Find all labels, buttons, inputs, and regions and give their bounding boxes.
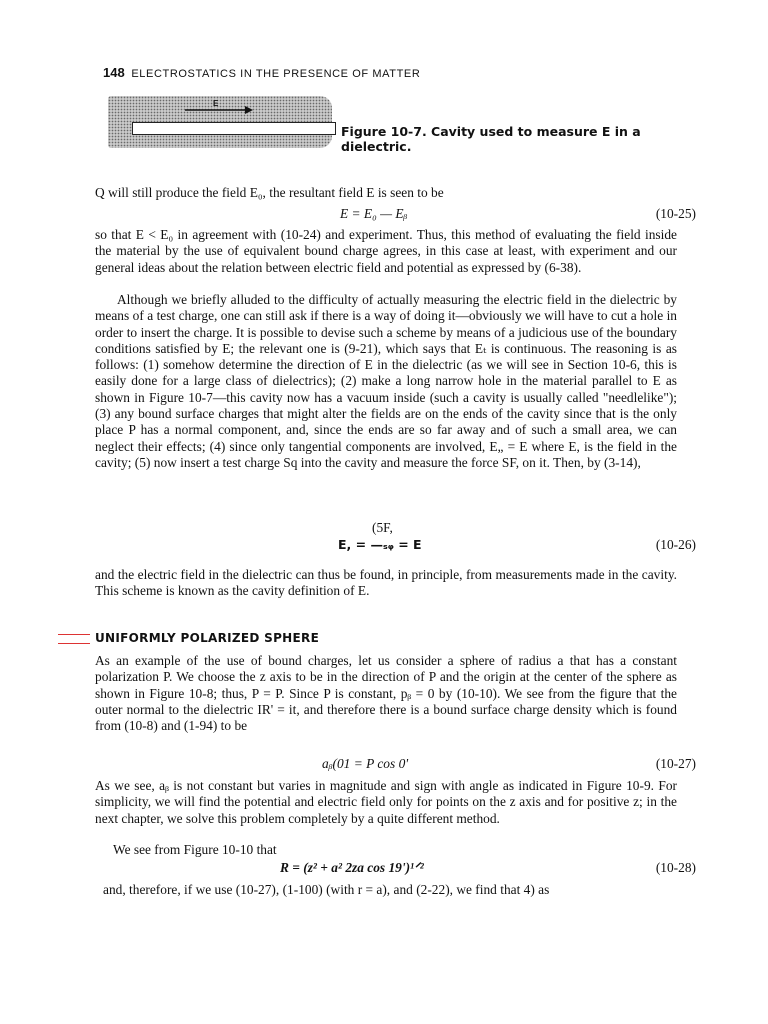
arrow-right-icon bbox=[183, 104, 255, 116]
running-header bbox=[103, 65, 420, 80]
paragraph: Although we briefly alluded to the difficulty of actually measuring the electric field in the dielectric by means of a test charge, one can still ask if there is a way of doing it—obviously we will have to cut a hole in order to insert the charge. It is possible to devise such a scheme by means of a judicious use of the boundary conditions satisfied by E; the relevant one is (9-21), which says that Eₜ is continuous. The reasoning is as follows: (1) somehow determine the direction of E in the dielectric (as we will see in Section 10-6, this is easily done for a large class of dielectrics); (2) make a long narrow hole in the material parallel to E as shown in Figure 10-7—this cavity now has a vacuum inside (such a cavity is usually called "needlelike"); (3) any bound surface charges that might alter the fields are on the ends of the cavity since that is the only place P has a normal component, and, since the ends are so far away and of such a small area, we can neglect their effects; (4) since only tangential components are involved, E„ = E where E, is the field in the cavity; (5) now insert a test charge Sq into the cavity and measure the force SF, on it. Then, by (3-14), bbox=[95, 292, 677, 470]
equation-number: (10-28) bbox=[655, 860, 696, 875]
page-number: 148 bbox=[103, 65, 125, 80]
paragraph: Q will still produce the field E₀, the resultant field E is seen to be bbox=[95, 185, 444, 200]
figure-caption: Figure 10-7. Cavity used to measure E in a dielectric. bbox=[341, 124, 641, 154]
paragraph: and the electric field in the dielectric can thus be found, in principle, from measurements made in the cavity. This scheme is known as the cavity definition of E. bbox=[95, 567, 677, 599]
equation: E = E₀ — Eᵦ bbox=[340, 206, 408, 221]
equation-number: (10-27) bbox=[655, 756, 696, 771]
equation: E, = —ₛᵩ = E bbox=[338, 537, 422, 552]
equation-number: (10-25) bbox=[655, 206, 696, 221]
equation-number: (10-26) bbox=[655, 537, 696, 552]
equation-fraction-top: (5F, bbox=[372, 520, 393, 535]
annotation-mark bbox=[58, 643, 90, 644]
equation: aᵦ(01 = P cos 0' bbox=[322, 756, 409, 771]
running-title: ELECTROSTATICS IN THE PRESENCE OF MATTER bbox=[131, 68, 421, 80]
figure-cavity bbox=[132, 122, 336, 135]
paragraph: and, therefore, if we use (10-27), (1-100) (with r = a), and (2-22), we find that 4) as bbox=[103, 882, 550, 897]
annotation-mark bbox=[58, 634, 90, 635]
section-heading: UNIFORMLY POLARIZED SPHERE bbox=[95, 631, 320, 645]
paragraph: so that E < E₀ in agreement with (10-24) and experiment. Thus, this method of evaluating the field inside the material by the use of equivalent bound charge agrees, in this case at least, with experiment and our general ideas about the relation between electric field and potential as expressed by (6-38). bbox=[95, 227, 677, 275]
paragraph: As an example of the use of bound charges, let us consider a sphere of radius a that has a constant polarization P. We choose the z axis to be in the direction of P and the origin at the center of the sphere as shown in Figure 10-8; thus, P = P. Since P is constant, pᵦ = 0 by (10-10). We see from the figure that the outer normal to the dielectric IR' = it, and therefore there is a bound surface charge density which is found from (10-8) and (1-94) to be bbox=[95, 653, 677, 734]
paragraph: We see from Figure 10-10 that bbox=[113, 842, 277, 857]
paragraph: As we see, aᵦ is not constant but varies in magnitude and sign with angle as indicated in Figure 10-9. For simplicity, we will find the potential and electric field only for points on the z axis and for positive z; in the next chapter, we solve this problem completely by a quite different method. bbox=[95, 778, 677, 826]
equation: R = (z² + a² 2za cos 19')¹ᐟ² bbox=[280, 860, 424, 875]
figure-arrow-label: E bbox=[213, 99, 219, 108]
